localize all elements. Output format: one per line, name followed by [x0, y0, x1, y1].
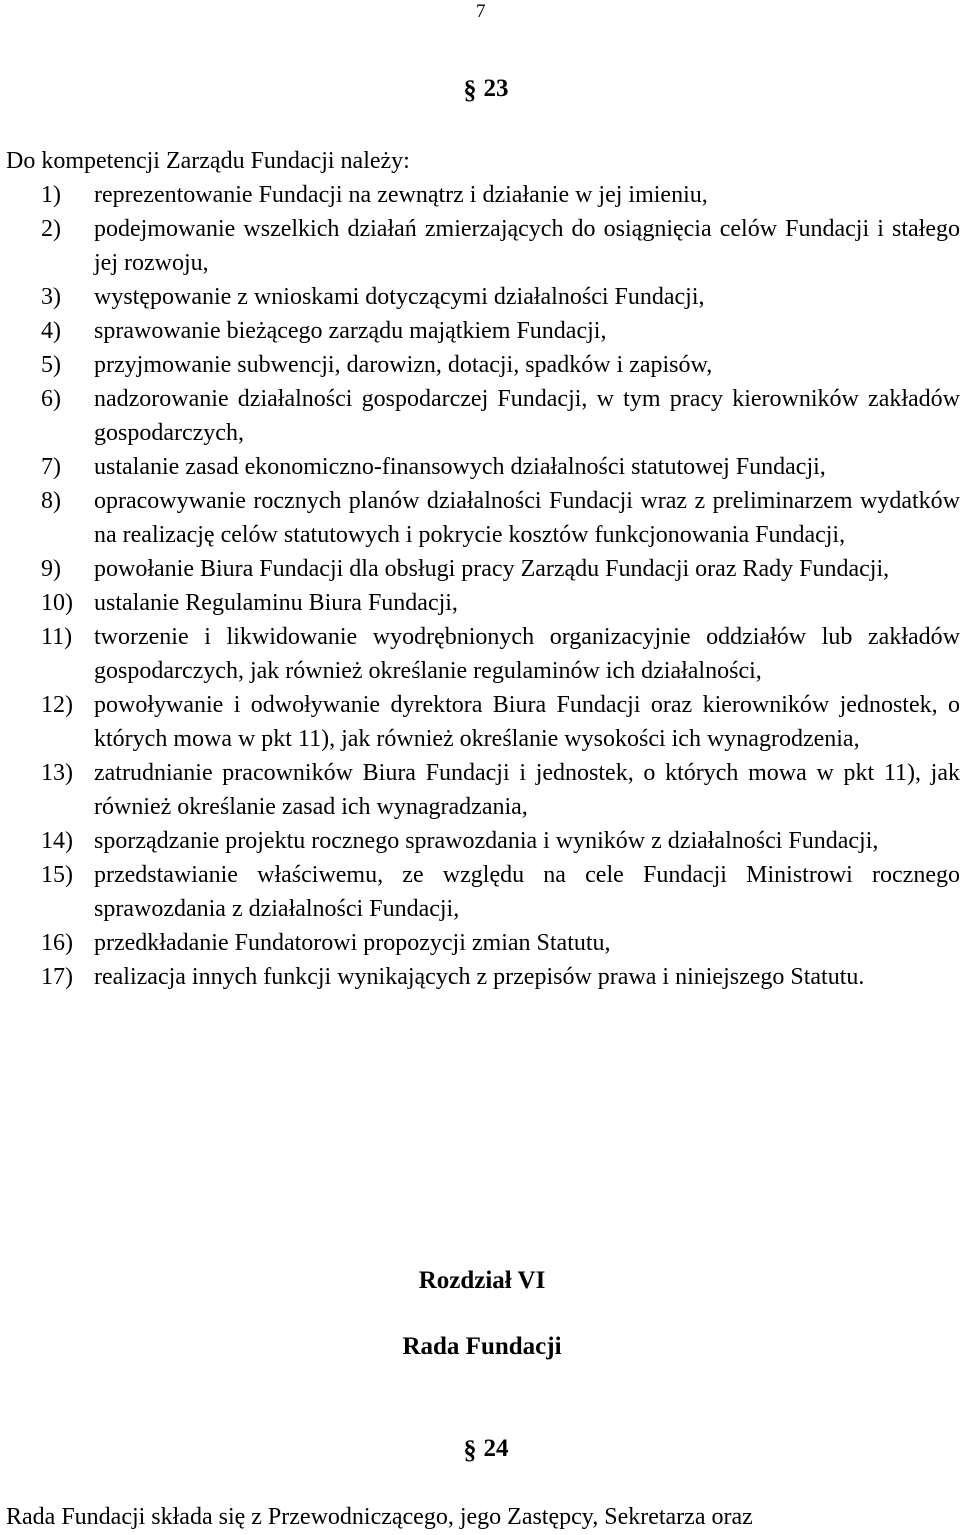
list-item	[0, 484, 960, 552]
list-item-text: realizacja innych funkcji wynikających z przepisów prawa i niniejszego Statutu.	[94, 964, 865, 990]
list-item	[0, 280, 960, 314]
list-item-marker: 8)	[41, 488, 61, 514]
list-item-text: przedkładanie Fundatorowi propozycji zmian Statutu,	[94, 930, 611, 956]
list-item	[0, 586, 960, 620]
list-item	[0, 858, 960, 926]
list-item-text: opracowywanie rocznych planów działalności Fundacji wraz z preliminarzem wydatków na realizację celów statutowych i pokrycie kosztów funkcjonowania Fundacji,	[94, 488, 960, 548]
list-item-text: sprawowanie bieżącego zarządu majątkiem Fundacji,	[94, 318, 607, 344]
list-item	[0, 688, 960, 756]
list-item-text: tworzenie i likwidowanie wyodrębnionych organizacyjnie oddziałów lub zakładów gospodarczych, jak również określanie regulaminów ich działalności,	[94, 624, 960, 684]
list-item-text: powołanie Biura Fundacji dla obsługi pracy Zarządu Fundacji oraz Rady Fundacji,	[94, 556, 890, 582]
section-heading-24	[6, 1433, 960, 1464]
paragraph-symbol: §	[463, 1435, 477, 1464]
chapter-name: Rada Fundacji	[402, 1333, 562, 1360]
list-item-marker: 3)	[41, 284, 61, 310]
list-item-marker: 4)	[41, 318, 61, 344]
list-item-marker: 14)	[41, 828, 73, 854]
list-item-text: reprezentowanie Fundacji na zewnątrz i działanie w jej imieniu,	[94, 182, 708, 208]
page-number: 7	[476, 1, 486, 22]
list-item	[0, 824, 960, 858]
list-item	[0, 926, 960, 960]
list-item-marker: 1)	[41, 182, 61, 208]
list-item-marker: 16)	[41, 930, 73, 956]
list-item-text: ustalanie Regulaminu Biura Fundacji,	[94, 590, 458, 616]
list-item-marker: 12)	[41, 692, 73, 718]
list-item-marker: 17)	[41, 964, 73, 990]
list-item-text: przyjmowanie subwencji, darowizn, dotacji, spadków i zapisów,	[94, 352, 713, 378]
list-item-marker: 15)	[41, 862, 73, 888]
list-item	[0, 960, 960, 994]
list-item	[0, 212, 960, 280]
list-item	[0, 756, 960, 824]
list-item-marker: 9)	[41, 556, 61, 582]
list-item	[0, 348, 960, 382]
paragraph-symbol: §	[463, 75, 477, 104]
list-item	[0, 450, 960, 484]
list-item-text: powoływanie i odwoływanie dyrektora Biura Fundacji oraz kierowników jednostek, o których mowa w pkt 11), jak również określanie wysokości ich wynagrodzenia,	[94, 692, 960, 752]
competence-list	[0, 178, 960, 994]
list-item-text: zatrudnianie pracowników Biura Fundacji i jednostek, o których mowa w pkt 11), jak również określanie zasad ich wynagradzania,	[94, 760, 960, 820]
list-item	[0, 552, 960, 586]
intro-text: Do kompetencji Zarządu Fundacji należy:	[6, 148, 410, 174]
list-item-text: nadzorowanie działalności gospodarczej Fundacji, w tym pracy kierowników zakładów gospodarczych,	[94, 386, 960, 446]
list-item-text: sporządzanie projektu rocznego sprawozdania i wyników z działalności Fundacji,	[94, 828, 879, 854]
list-item-marker: 5)	[41, 352, 61, 378]
list-item-text: podejmowanie wszelkich działań zmierzających do osiągnięcia celów Fundacji i stałego jej rozwoju,	[94, 216, 960, 276]
section-number: 23	[483, 75, 509, 102]
list-item-text: ustalanie zasad ekonomiczno-finansowych działalności statutowej Fundacji,	[94, 454, 826, 480]
closing-line: Rada Fundacji składa się z Przewodniczącego, jego Zastępcy, Sekretarza oraz	[6, 1504, 753, 1530]
list-item-marker: 6)	[41, 386, 61, 412]
section-number: 24	[483, 1435, 509, 1462]
list-item-marker: 7)	[41, 454, 61, 480]
list-item	[0, 382, 960, 450]
list-item-marker: 13)	[41, 760, 73, 786]
list-item	[0, 620, 960, 688]
chapter-title: Rozdział VI	[418, 1267, 546, 1294]
section-heading-23	[6, 73, 960, 104]
list-item	[0, 314, 960, 348]
list-item-text: przedstawianie właściwemu, ze względu na cele Fundacji Ministrowi rocznego sprawozdania z działalności Fundacji,	[94, 862, 960, 922]
list-item-marker: 2)	[41, 216, 61, 242]
list-item-text: występowanie z wnioskami dotyczącymi działalności Fundacji,	[94, 284, 705, 310]
list-item-marker: 10)	[41, 590, 73, 616]
list-item-marker: 11)	[41, 624, 73, 650]
list-item	[0, 178, 960, 212]
